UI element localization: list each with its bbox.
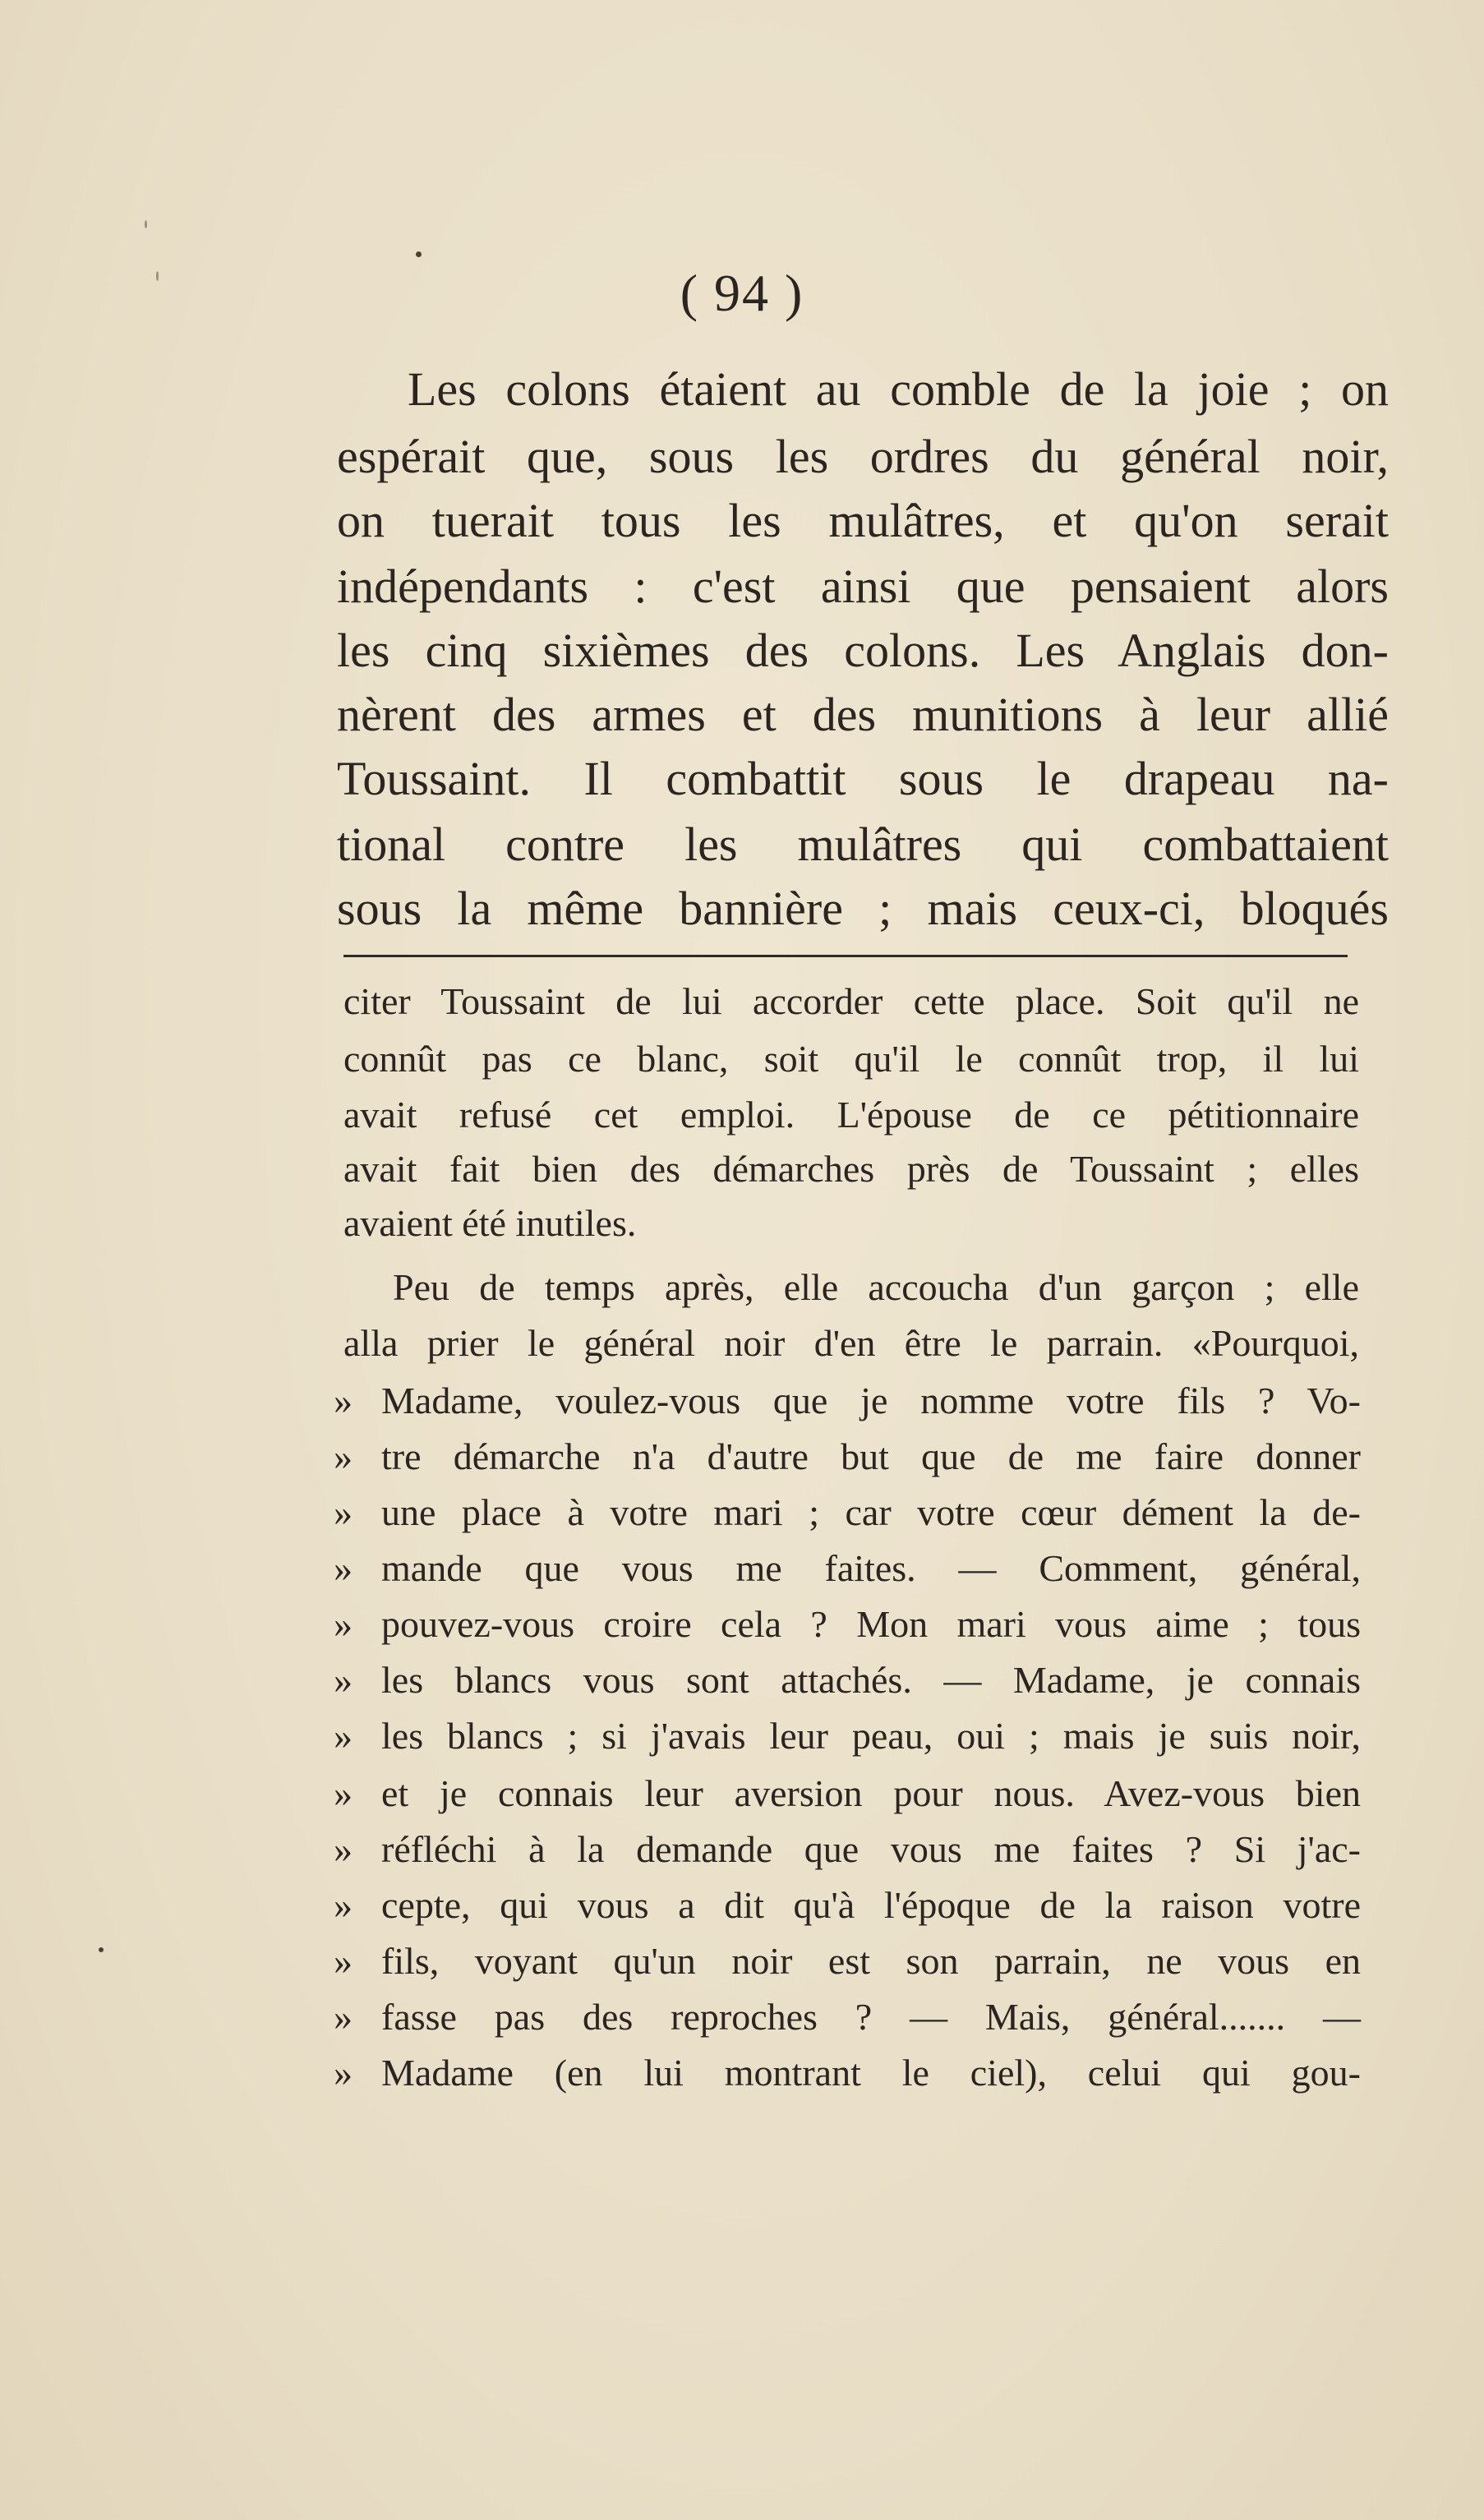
footnote-line-text: alla prier le général noir d'en être le parrain. «Pourquoi, bbox=[343, 1322, 1359, 1364]
footnote-line bbox=[334, 1714, 1361, 1758]
footnote-line bbox=[393, 1265, 1359, 1309]
quote-mark: » bbox=[334, 1603, 353, 1645]
footnote-line bbox=[334, 1939, 1361, 1983]
footnote-line-text: réfléchi à la demande que vous me faites ? Si j'ac- bbox=[381, 1828, 1361, 1870]
ink-speck bbox=[145, 220, 147, 228]
quote-mark: » bbox=[334, 1884, 353, 1926]
quote-mark: » bbox=[334, 1828, 353, 1870]
footnote-line-text: une place à votre mari ; car votre cœur dément la de- bbox=[381, 1491, 1361, 1533]
main-text-line: Les colons étaient au comble de la joie ; on bbox=[408, 362, 1389, 416]
footnote-line bbox=[343, 1201, 1359, 1245]
footnote-line bbox=[343, 1093, 1359, 1136]
footnote-line bbox=[334, 1995, 1361, 2039]
footnote-line-text: Madame, voulez-vous que je nomme votre fils ? Vo- bbox=[381, 1380, 1361, 1421]
quote-mark: » bbox=[334, 1659, 353, 1701]
footnote-line-text: les blancs ; si j'avais leur peau, oui ; mais je suis noir, bbox=[381, 1715, 1361, 1757]
footnote-line bbox=[334, 1658, 1361, 1702]
footnote-line bbox=[343, 1321, 1359, 1365]
main-text-line: Toussaint. Il combattit sous le drapeau na- bbox=[337, 752, 1389, 805]
footnote-line-text: avaient été inutiles. bbox=[343, 1202, 637, 1244]
footnote-line bbox=[343, 1037, 1359, 1080]
footnote-line-text: Peu de temps après, elle accoucha d'un garçon ; elle bbox=[393, 1266, 1359, 1308]
quote-mark: » bbox=[334, 1491, 353, 1533]
main-text-line: indépendants : c'est ainsi que pensaient alors bbox=[337, 560, 1389, 613]
footnote-line-text: avait fait bien des démarches près de Toussaint ; elles bbox=[343, 1148, 1359, 1190]
quote-mark: » bbox=[334, 1380, 353, 1421]
main-text-line: les cinq sixièmes des colons. Les Anglais don- bbox=[337, 624, 1389, 677]
footnote-line bbox=[334, 1490, 1361, 1534]
main-text-line: tional contre les mulâtres qui combattaient bbox=[337, 818, 1389, 871]
main-text-line: espérait que, sous les ordres du général noir, bbox=[337, 430, 1389, 483]
footnote-line bbox=[334, 1379, 1361, 1422]
quote-mark: » bbox=[334, 1996, 353, 2038]
footnote-line-text: mande que vous me faites. — Comment, général, bbox=[381, 1547, 1361, 1589]
footnote-line bbox=[334, 1827, 1361, 1871]
footnote-line bbox=[334, 2051, 1361, 2094]
footnote-line bbox=[334, 1602, 1361, 1646]
ink-speck bbox=[416, 251, 422, 257]
ink-speck bbox=[99, 1947, 104, 1952]
footnote-line-text: Madame (en lui montrant le ciel), celui qui gou- bbox=[381, 2052, 1361, 2094]
footnote-separator-rule bbox=[343, 955, 1348, 957]
main-text-line: sous la même bannière ; mais ceux-ci, bloqués bbox=[337, 882, 1389, 935]
quote-mark: » bbox=[334, 1715, 353, 1757]
footnote-line-text: et je connais leur aversion pour nous. Avez-vous bien bbox=[381, 1772, 1361, 1814]
footnote-line-text: les blancs vous sont attachés. — Madame, je connais bbox=[381, 1659, 1361, 1701]
quote-mark: » bbox=[334, 1435, 353, 1477]
main-text-line: nèrent des armes et des munitions à leur allié bbox=[337, 688, 1389, 741]
quote-mark: » bbox=[334, 1940, 353, 1982]
main-text-line: on tuerait tous les mulâtres, et qu'on serait bbox=[337, 494, 1389, 547]
footnote-line-text: citer Toussaint de lui accorder cette place. Soit qu'il ne bbox=[343, 980, 1359, 1022]
footnote-line bbox=[334, 1435, 1361, 1478]
footnote-line bbox=[343, 1147, 1359, 1191]
footnote-line-text: fils, voyant qu'un noir est son parrain, ne vous en bbox=[381, 1940, 1361, 1982]
quote-mark: » bbox=[334, 2052, 353, 2094]
footnote-line-text: avait refusé cet emploi. L'épouse de ce pétitionnaire bbox=[343, 1094, 1359, 1136]
footnote-line-text: fasse pas des reproches ? — Mais, général....... — bbox=[381, 1996, 1361, 2038]
quote-mark: » bbox=[334, 1547, 353, 1589]
footnote-line-text: pouvez-vous croire cela ? Mon mari vous aime ; tous bbox=[381, 1603, 1361, 1645]
footnote-line-text: cepte, qui vous a dit qu'à l'époque de la raison votre bbox=[381, 1884, 1361, 1926]
quote-mark: » bbox=[334, 1772, 353, 1814]
footnote-line-text: tre démarche n'a d'autre but que de me faire donner bbox=[381, 1435, 1361, 1477]
page-number: ( 94 ) bbox=[680, 264, 804, 322]
footnote-line bbox=[334, 1771, 1361, 1815]
footnote-line-text: connût pas ce blanc, soit qu'il le connût trop, il lui bbox=[343, 1038, 1359, 1080]
footnote-line bbox=[343, 979, 1359, 1023]
footnote-line bbox=[334, 1546, 1361, 1590]
footnote-line bbox=[334, 1883, 1361, 1927]
